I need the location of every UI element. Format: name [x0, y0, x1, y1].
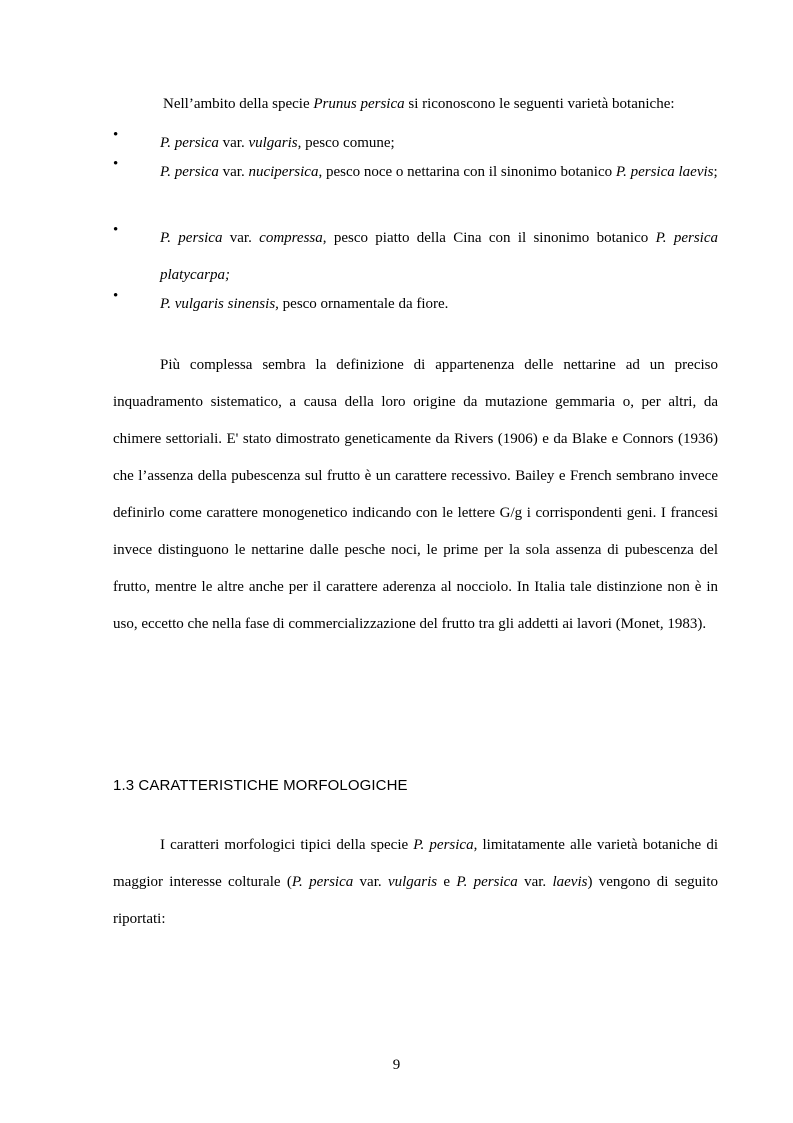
- text-run: var.: [517, 874, 553, 890]
- italic-name: vulgaris: [387, 874, 438, 890]
- italic-name: P. persica: [160, 230, 223, 246]
- text-run: , pesco piatto della Cina con il sinonimo botanico: [322, 230, 656, 246]
- variety-list: [0, 127, 793, 323]
- text-run: var.: [353, 874, 388, 890]
- italic-name: P. persica: [160, 164, 219, 180]
- intro-text-1: Nell’ambito della specie: [163, 96, 314, 112]
- text-run: , pesco comune;: [297, 135, 395, 151]
- list-item-text: [160, 154, 718, 191]
- bullet-icon: •: [113, 222, 119, 238]
- text-run: ) vengono di seguito riportati:: [113, 874, 719, 927]
- italic-name: P. persica: [291, 874, 354, 890]
- italic-name: compressa: [259, 230, 323, 246]
- text-run: , limitatamente alle varietà botaniche di maggior interesse colturale (: [113, 837, 718, 890]
- page-number: 9: [392, 1057, 401, 1073]
- italic-name: P. persica: [160, 135, 219, 151]
- intro-text-2: si riconoscono le seguenti varietà botaniche:: [404, 96, 675, 112]
- italic-name: laevis: [552, 874, 588, 890]
- bullet-icon: •: [113, 127, 119, 143]
- list-item-text: [160, 220, 718, 294]
- text-run: var.: [218, 135, 249, 151]
- italic-name: nucipersica: [248, 164, 319, 180]
- text-run: var.: [222, 230, 260, 246]
- text-run: I caratteri morfologici tipici della specie: [160, 837, 414, 853]
- intro-sentence: [163, 94, 723, 114]
- italic-name: vulgaris: [248, 135, 298, 151]
- italic-name: P. persica platycarpa;: [160, 230, 719, 283]
- list-item: [0, 220, 793, 294]
- intro-species-name: Prunus persica: [313, 96, 405, 112]
- section-heading: 1.3 CARATTERISTICHE MORFOLOGICHE: [113, 777, 408, 794]
- body-paragraph: Più complessa sembra la definizione di appartenenza delle nettarine ad un preciso inquadramento sistematico, a causa della loro origine da mutazione gemmaria o, per altri, da chimere settoriali. E' stato dimostrato geneticamente da Rivers (1906) e da Blake e Connors (1936) che l’assenza della pubescenza sul frutto è un carattere recessivo. Bailey e French sembrano invece definirlo come carattere monogenetico indicando con le lettere G/g i corrispondenti geni. I francesi invece distinguono le nettarine dalle pesche noci, le prime per la sola assenza di pubescenza del frutto, mentre le altre anche per il carattere aderenza al nocciolo. In Italia tale distinzione non è in uso, eccetto che nella fase di commercializzazione del frutto tra gli addetti ai lavori (Monet, 1983).: [113, 357, 718, 632]
- italic-name: P. persica laevis: [615, 164, 714, 180]
- text-run: , pesco noce o nettarina con il sinonimo botanico: [318, 164, 616, 180]
- italic-name: P. persica: [413, 837, 474, 853]
- italic-name: P. vulgaris sinensis: [160, 296, 276, 312]
- body-paragraph: [113, 827, 718, 938]
- list-item-text: [160, 286, 718, 323]
- text-run: ;: [713, 164, 718, 180]
- text-run: , pesco ornamentale da fiore.: [275, 296, 449, 312]
- list-item: [0, 286, 793, 323]
- text-run: var.: [218, 164, 249, 180]
- bullet-icon: •: [113, 156, 119, 172]
- italic-name: P. persica: [456, 874, 518, 890]
- bullet-icon: •: [113, 288, 119, 304]
- text-run: e: [437, 874, 457, 890]
- list-item: [0, 154, 793, 228]
